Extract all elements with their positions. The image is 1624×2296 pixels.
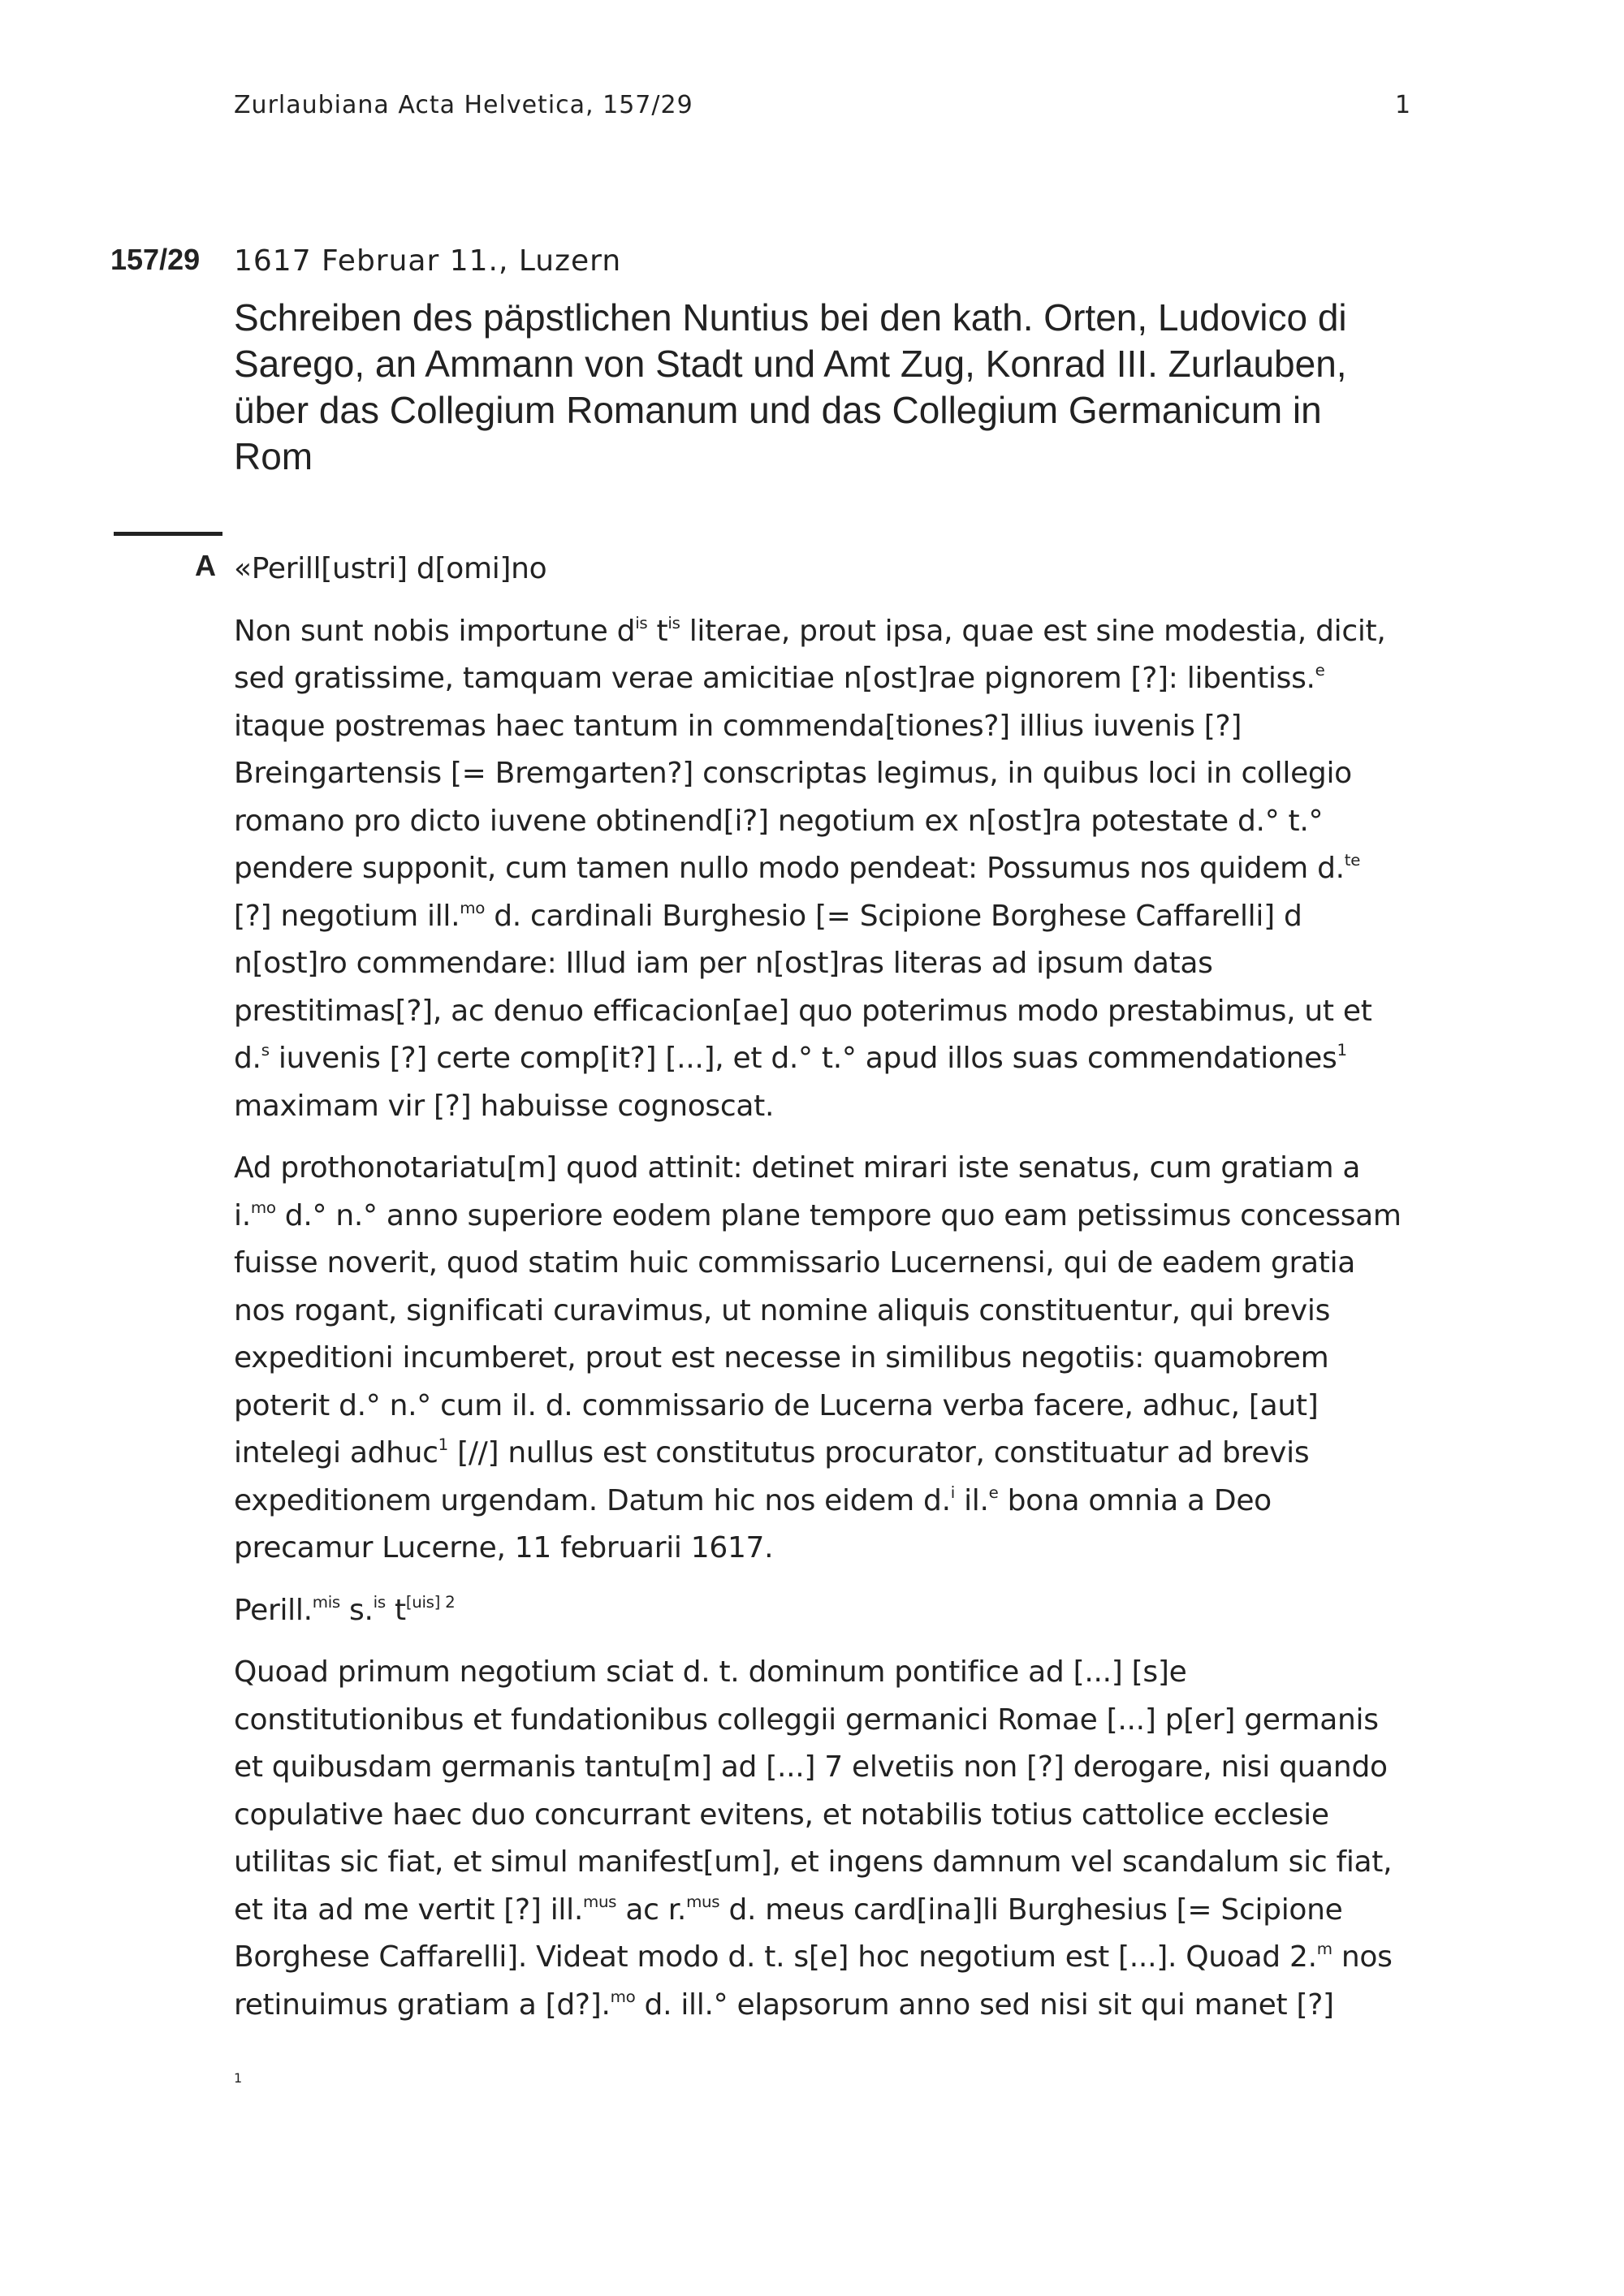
paragraph-2: Ad prothonotariatu[m] quod attinit: detinet mirari iste senatus, cum gratiam a i.$^{mo}$ d.° n.° anno superiore eodem plane tempore quo eam petissimus concessam fuisse noverit, quod statim huic commissario Lucernensi, qui de eadem gratia nos rogant, significati curavimus, ut nomine aliquis constituentur, qui brevis expeditioni incumberet, prout est necesse in similibus negotiis: quamobrem poterit d.° n.° cum il. d. commissario de Lucerna verba facere, adhuc, [aut] intelegi adhuc$^1$ [//] nullus est constitutus procurator, constituatur ad brevis expeditionem urgendam. Datum hic nos eidem d.$^i$ il.$^e$ bona omnia a Deo precamur Lucerne, 11 februarii 1617. <box>234 1151 1402 1564</box>
entry-title: Schreiben des päpstlichen Nuntius bei den kath. Orten, Ludovico di Sarego, an Ammann von Stadt und Amt Zug, Konrad III. Zurlauben, über das Collegium Romanum und das Collegium Germanicum in Rom <box>234 296 1347 477</box>
entry-date-place: 1617 Februar 11., Luzern <box>234 244 622 278</box>
closing-formula: Perill.$^{mis}$ s.$^{is}$ $t^{[uis] 2}$ <box>234 1592 456 1627</box>
paragraph-3: Quoad primum negotium sciat d. t. dominum pontifice ad [...] [s]e constitutionibus et fundationibus colleggii germanici Romae [...] p[er] germanis et quibusdam germanis tantu[m] ad [...] 7 elvetiis non [?] derogare, nisi quando copulative haec duo concurrant evitens, et notabilis totius cattolice ecclesie utilitas sic fiat, et simul manifest[um], et ingens damnum vel scandalum sic fiat, et ita ad me vertit [?] ill.$^{mus}$ ac r.$^{mus}$ d. meus card[ina]li Burghesius [= Scipione Borghese Caffarelli]. Videat modo d. t. s[e] hoc negotium est [...]. Quoad 2.$^m$ nos retinuimus gratiam a [d?].$^{mo}$ d. ill.° elapsorum anno sed nisi sit qui manet [?] <box>234 1655 1393 2022</box>
salutation: «Perill[ustri] d[omi]no <box>234 552 547 585</box>
transcription-text <box>234 546 1403 2029</box>
version-label: A <box>195 549 216 582</box>
paragraph-1: Non sunt nobis importune $d^{is}$ $t^{is}$ literae, prout ipsa, quae est sine modestia, dicit, sed gratissime, tamquam verae amicitiae n[ost]rae pignorem [?]: libentiss.$^e$ itaque postremas haec tantum in commenda[tiones?] illius iuvenis [?] Breingartensis [= Bremgarten?] conscriptas legimus, in quibus loci in collegio romano pro dicto iuvene obtinend[i?] negotium ex n[ost]ra potestate d.° t.° pendere supponit, cum tamen nullo modo pendeat: Possumus nos quidem d.$^{te}$ [?] negotium ill.$^{mo}$ d. cardinali Burghesio [= Scipione Borghese Caffarelli] d n[ost]ro commendare: Illud iam per n[ost]ras literas ad ipsum datas prestitimas[?], ac denuo efficacion[ae] quo poterimus modo prestabimus, ut et d.$^s$ iuvenis [?] certe comp[it?] [...], et d.° t.° apud illos suas commendationes$^1$ maximam vir [?] habuisse cognoscat. <box>234 613 1386 1123</box>
running-header: Zurlaubiana Acta Helvetica, 157/29 <box>234 91 693 119</box>
footnote-marker: 1 <box>234 2070 243 2086</box>
section-rule <box>114 532 222 536</box>
page-number: 1 <box>1395 91 1411 119</box>
entry-number: 157/29 <box>110 243 201 276</box>
